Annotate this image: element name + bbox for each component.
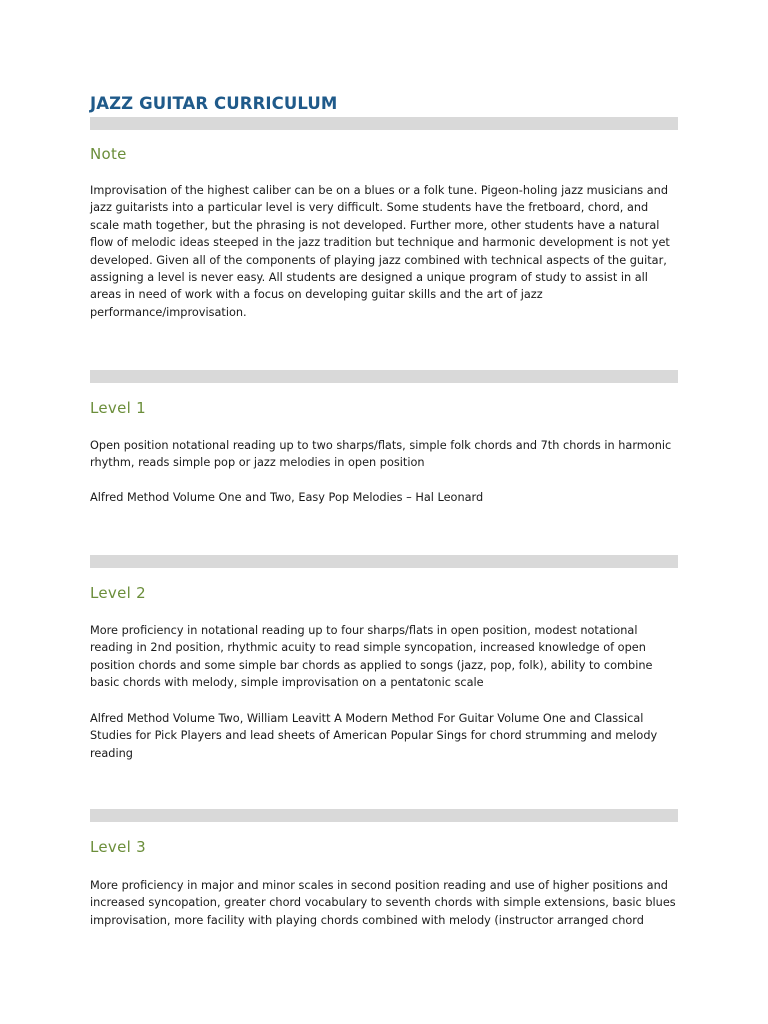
document-title: JAZZ GUITAR CURRICULUM: [90, 94, 338, 113]
level-3-description: More proficiency in major and minor scales in second position reading and use of higher positions and increased syncopation, greater chord vocabulary to seventh chords with simple extensions, basic blues improvisation, more facility with playing chords combined with melody (instructor arranged chord: [90, 879, 676, 927]
level-1-materials: Alfred Method Volume One and Two, Easy Pop Melodies – Hal Leonard: [90, 491, 484, 504]
level-2-description: More proficiency in notational reading up to four sharps/flats in open position, modest notational reading in 2nd position, rhythmic acuity to read simple syncopation, increased knowledge of open position chords and some simple bar chords as applied to songs (jazz, pop, folk), ability to combine basic chords with melody, simple improvisation on a pentatonic scale: [90, 624, 653, 690]
section-divider: [90, 117, 678, 130]
level-1-description: Open position notational reading up to two sharps/flats, simple folk chords and 7th chords in harmonic rhythm, reads simple pop or jazz melodies in open position: [90, 439, 672, 470]
level-2-materials: Alfred Method Volume Two, William Leavitt A Modern Method For Guitar Volume One and Classical Studies for Pick Players and lead sheets of American Popular Sings for chord strumming and melody reading: [90, 712, 658, 760]
section-divider: [90, 809, 678, 822]
section-heading-level-3: Level 3: [90, 838, 147, 856]
section-divider: [90, 555, 678, 568]
note-paragraph: Improvisation of the highest caliber can be on a blues or a folk tune. Pigeon-holing jazz musicians and jazz guitarists into a particular level is very difficult. Some students have the fretboard, chord, and scale math together, but the phrasing is not developed. Further more, other students have a natural flow of melodic ideas steeped in the jazz tradition but technique and harmonic development is not yet developed. Given all of the components of playing jazz combined with technical aspects of the guitar, assigning a level is never easy. All students are designed a unique program of study to assist in all areas in need of work with a focus on developing guitar skills and the art of jazz performance/improvisation.: [90, 184, 670, 319]
section-divider: [90, 370, 678, 383]
section-heading-level-2: Level 2: [90, 584, 147, 602]
section-heading-level-1: Level 1: [90, 399, 147, 417]
section-heading-note: Note: [90, 145, 127, 163]
